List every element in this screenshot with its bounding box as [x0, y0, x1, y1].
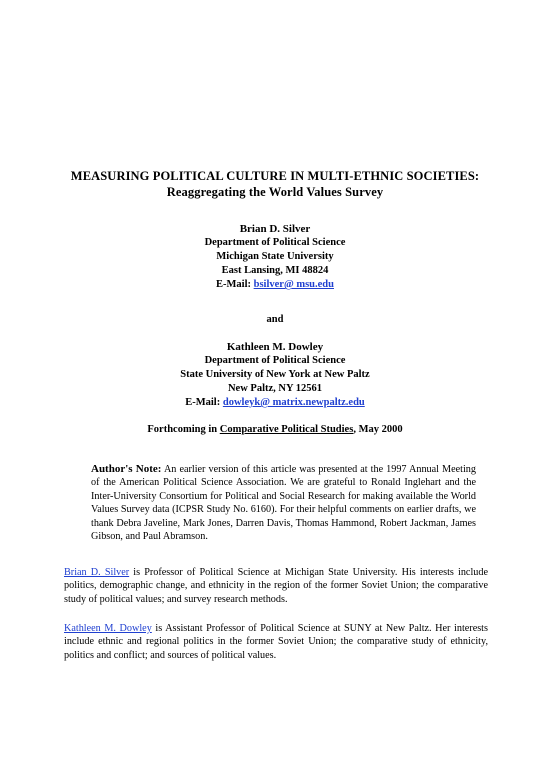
- paper-title: [40, 168, 510, 200]
- author-1-email-link[interactable]: bsilver@ msu.edu: [253, 279, 334, 290]
- author-1-department: Department of Political Science: [204, 237, 346, 248]
- author-2-department: Department of Political Science: [204, 355, 346, 366]
- authors-note-text: An earlier version of this article was presented at the 1997 Annual Meeting of the American Political Science Association. We are grateful to Ronald Inglehart and the Inter-University Consortium for Political and Social Research for making available the World Values Survey data (ICPSR Study No. 6160). For their helpful comments on earlier drafts, we thank Debra Javeline, Mark Jones, Darren Davis, Thomas Hammond, Robert Jackman, James Gibson, and Paul Abramson.: [91, 464, 476, 543]
- authors-note-label: Author's Note:: [91, 463, 162, 475]
- author-block-1: [60, 222, 490, 292]
- title-line-1: MEASURING POLITICAL CULTURE IN MULTI-ETHNIC SOCIETIES:: [70, 169, 480, 183]
- bio-silver-text: is Professor of Political Science at Michigan State University. His interests include politics, demographic change, and ethnicity in the region of the former Soviet Union; the comparative study of political values; and survey research methods.: [64, 567, 488, 605]
- author-1-name: Brian D. Silver: [239, 223, 311, 235]
- author-2-email-label: E-Mail:: [185, 397, 223, 408]
- bio-dowley: [64, 622, 488, 662]
- forthcoming-suffix: , May 2000: [353, 424, 403, 435]
- forthcoming-notice: [40, 424, 510, 435]
- author-2-location: New Paltz, NY 12561: [227, 383, 323, 394]
- author-1-email-label: E-Mail:: [216, 279, 254, 290]
- bio-silver-link[interactable]: Brian D. Silver: [64, 567, 130, 578]
- journal-name: Comparative Political Studies: [219, 424, 354, 435]
- bio-silver: [64, 566, 488, 606]
- author-1-location: East Lansing, MI 48824: [221, 265, 329, 276]
- author-1-institution: Michigan State University: [216, 251, 334, 262]
- author-2-email-link[interactable]: dowleyk@ matrix.newpaltz.edu: [222, 397, 365, 408]
- author-2-name: Kathleen M. Dowley: [226, 341, 324, 353]
- author-2-email-line: [60, 396, 490, 410]
- author-conjunction: and: [266, 314, 284, 325]
- title-line-2: Reaggregating the World Values Survey: [166, 185, 384, 199]
- author-1-email-line: [60, 278, 490, 292]
- bio-dowley-link[interactable]: Kathleen M. Dowley: [64, 623, 152, 634]
- author-2-institution: State University of New York at New Paltz: [180, 369, 370, 380]
- bio-dowley-text: is Assistant Professor of Political Science at SUNY at New Paltz. Her interests include ethnic and regional politics in the former Soviet Union; the comparative study of ethnicity, politics and conflict; and sources of political values.: [64, 623, 488, 661]
- author-block-2: [60, 340, 490, 410]
- forthcoming-prefix: Forthcoming in: [147, 424, 220, 435]
- authors-note: [91, 463, 476, 543]
